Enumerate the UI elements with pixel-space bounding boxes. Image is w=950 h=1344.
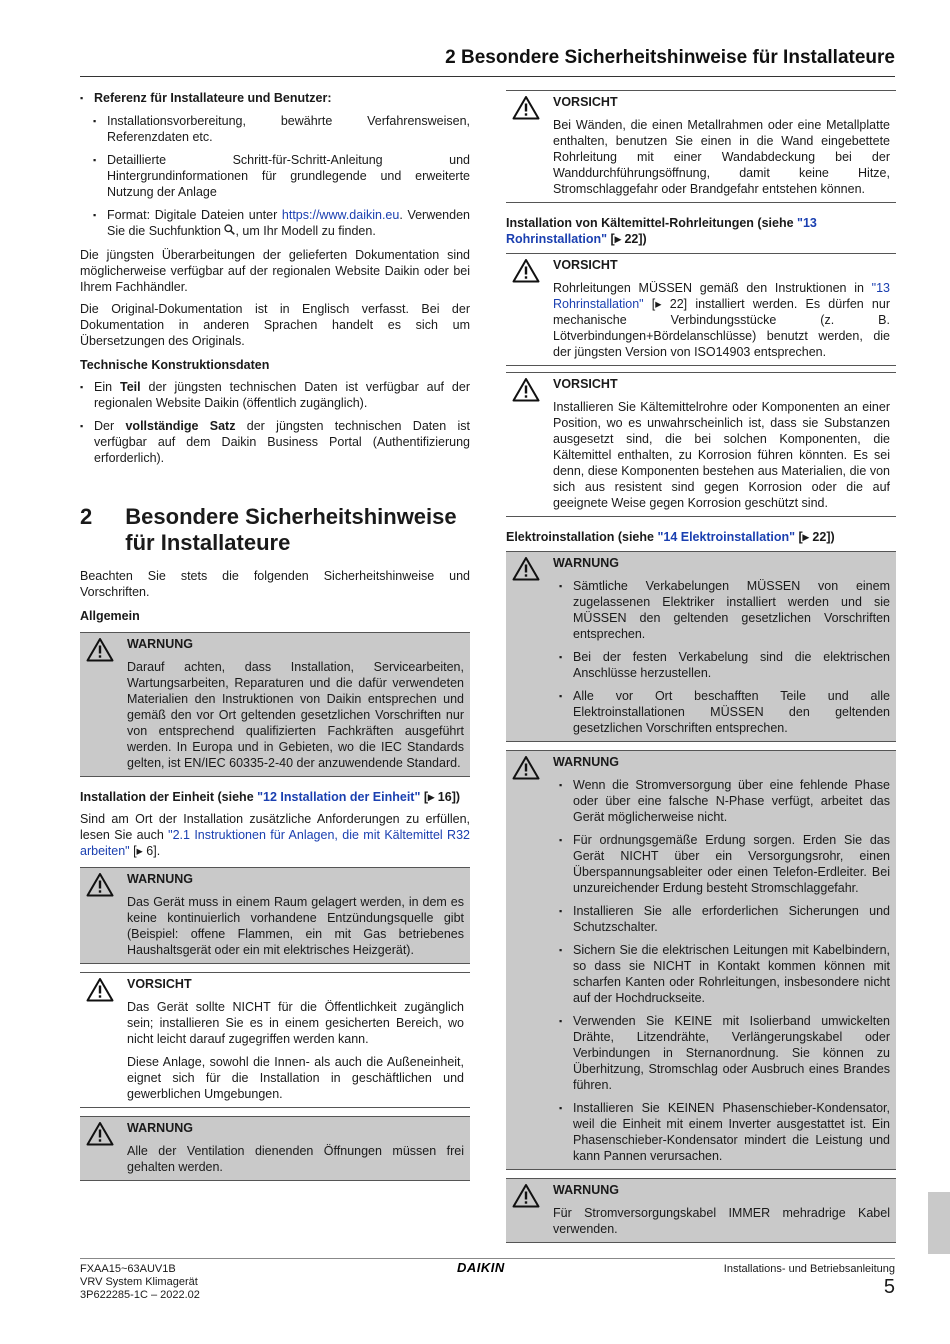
caution-text: Das Gerät sollte NICHT für die Öffentlichkeit zugänglich sein; installieren Sie es in einem gesicherten Bereich, wo nicht leicht darauf zugegriffen werden kann. <box>127 1000 464 1046</box>
warning-text: Alle der Ventilation dienenden Öffnungen müssen frei gehalten werden. <box>127 1144 464 1174</box>
warning-triangle-icon <box>80 973 127 1102</box>
ref-heading: ▪ Referenz für Installateure und Benutzer: <box>80 90 470 106</box>
warning-item: ▪ Installieren Sie alle erforderlichen Sicherungen und Schutzschalter. <box>553 903 890 935</box>
warning-triangle-icon <box>506 254 553 360</box>
warning-item: ▪ Sämtliche Verkabelungen MÜSSEN von einem zugelassenen Elektriker installiert werden und sie MÜSSEN den geltenden gesetzlichen Vorschriften entsprechen. <box>553 578 890 642</box>
allgemein-heading: Allgemein <box>80 609 140 623</box>
warning-title: WARNUNG <box>127 872 193 886</box>
warning-item: ▪ Alle vor Ort beschafften Teile und alle Elektroinstallationen MÜSSEN den geltenden gesetzlichen Vorschriften entsprechen. <box>553 688 890 736</box>
footer-model: FXAA15~63AUV1B <box>80 1263 176 1275</box>
caution-title: VORSICHT <box>553 258 618 272</box>
caution-box <box>80 972 470 1108</box>
ref-item: ▪ Detaillierte Schritt-für-Schritt-Anleitung und Hintergrundinformationen für grundlegende und erweiterte Nutzung der Anlage <box>80 152 470 200</box>
r32-instructions-link[interactable]: "2.1 Instruktionen für Anlagen, die mit Kältemittel R32 arbeiten" <box>80 828 470 858</box>
caution-title: VORSICHT <box>553 95 618 109</box>
format-prefix: Format: Digitale Dateien unter <box>107 208 282 222</box>
revision-paragraph: Die jüngsten Überarbeitungen der gelieferten Dokumentation sind möglicherweise verfügbar auf der regionalen Website Daikin oder bei Ihrem Fachhändler. <box>80 248 470 294</box>
format-suffix: . Verwenden Sie die Suchfunktion <box>107 208 470 238</box>
daikin-website-link[interactable]: https://www.daikin.eu <box>281 208 400 222</box>
pipe-heading: Installation von Kältemittel-Rohrleitungen (siehe "13 Rohrinstallation" [▸ 22]) <box>506 216 817 246</box>
warning-text: Für Stromversorgungskabel IMMER mehradrige Kabel verwenden. <box>553 1206 890 1236</box>
chapter-number: 2 <box>80 504 93 529</box>
caution-text: Diese Anlage, sowohl die Innen- als auch die Außeneinheit, eignet sich für die Installation in geschäftlichen und gewerblichen Umgebungen. <box>127 1055 464 1101</box>
warning-box <box>80 632 470 777</box>
warning-triangle-icon <box>80 868 127 958</box>
elec-chapter-link[interactable]: "14 Elektroinstallation" <box>657 530 796 544</box>
chapter-heading <box>80 504 470 556</box>
left-column <box>80 90 470 1181</box>
warning-item: ▪ Für ordnungsgemäße Erdung sorgen. Erden Sie das Gerät NICHT über ein Versorgungsrohr, einen Überspannungsableiter oder einen Telefon-Erdleiter. Bei unzureichender Erdung besteht Stromschlaggefahr. <box>553 832 890 896</box>
warning-title: WARNUNG <box>553 755 619 769</box>
caution-box <box>506 253 896 366</box>
warning-item: ▪ Sichern Sie die elektrischen Leitungen mit Kabelbindern, so dass sie NICHT in Kontakt kommen können mit scharfen Kanten oder Rohrleitungen, insbesondere nicht auf der Hochdruckseite. <box>553 942 890 1006</box>
tech-item: ▪ Der vollständige Satz der jüngsten technischen Daten ist verfügbar auf dem Daikin Business Portal (Authentifizierung erforderlich). <box>80 418 470 466</box>
caution-title: VORSICHT <box>127 977 192 991</box>
tech-data-heading: Technische Konstruktionsdaten <box>80 358 270 372</box>
warning-title: WARNUNG <box>127 1121 193 1135</box>
caution-text: Rohrleitungen MÜSSEN gemäß den Instruktionen in "13 Rohrinstallation" [▸ 22] installiert werden. Es dürfen nur mechanische Verbindungsstücke (z. B. Lötverbindungen+Bördelanschlüsse) benutzt werden, die der jüngsten Version von ISO14903 entsprechen. <box>553 281 890 359</box>
warning-text: Darauf achten, dass Installation, Servicearbeiten, Wartungsarbeiten, Reparaturen und die dafür verwendeten Materialien den Instruktionen von Daikin entsprechen und gemäß den vor Ort geltenden gesetzlichen Vorschriften nur von entsprechend qualifizierten Fachkräften ausgeführt werden. In Europa und in Gebieten, wo die IEC Standards gelten, ist EN/IEC 60335-2-40 der anzuwendende Standard. <box>127 660 464 770</box>
page-number: 5 <box>883 1276 895 1298</box>
pipe-chapter-link[interactable]: "13 Rohrinstallation" <box>553 281 890 311</box>
warning-triangle-icon <box>80 633 127 771</box>
warning-triangle-icon <box>506 552 553 736</box>
warning-triangle-icon <box>506 751 553 1164</box>
caution-title: VORSICHT <box>553 377 618 391</box>
caution-text: Installieren Sie Kältemittelrohre oder Komponenten an einer Position, wo es unwahrscheinlich ist, dass sie Substanzen ausgesetzt sind, die bei solchen Komponenten, die Kältemittel enthalten, zu Korrosion führen könnten. Es sei denn, diese Komponenten bestehen aus Materialien, die von sich aus resistent sind gegen Korrosion oder die auf geeignete Weise gegen Korrosion geschützt sind. <box>553 400 890 510</box>
installation-heading: Installation der Einheit (siehe "12 Installation der Einheit" [▸ 16]) <box>80 790 461 804</box>
header-rule <box>80 76 895 77</box>
footer-left <box>80 1263 200 1302</box>
warning-title: WARNUNG <box>553 556 619 570</box>
warning-item: ▪ Bei der festen Verkabelung sind die elektrischen Anschlüsse herzustellen. <box>553 649 890 681</box>
warning-item: ▪ Wenn die Stromversorgung über eine fehlende Phase oder über eine falsche N-Phase verfügt, arbeitet das Gerät möglicherweise nicht. <box>553 777 890 825</box>
warning-box <box>80 867 470 964</box>
ref-item-format <box>80 207 470 240</box>
warning-item: ▪ Verwenden Sie KEINE mit Isolierband umwickelten Drähte, Litzendrähte, Verlängerungskabel oder Verbindungen in Sternanordnung. Sie können zu Überhitzung, Stromschlag oder Ausbruch eines Brandes führen. <box>553 1013 890 1093</box>
chapter-tab-marker <box>928 1192 950 1254</box>
warning-triangle-icon <box>506 1179 553 1237</box>
warning-title: WARNUNG <box>127 637 193 651</box>
chapter-title: Besondere Sicherheitshinweise für Installateure <box>125 504 457 555</box>
footer-system: VRV System Klimagerät <box>80 1276 198 1288</box>
pipe-chapter-link[interactable]: "13 Rohrinstallation" <box>506 216 817 246</box>
footer-rule <box>80 1258 895 1259</box>
caution-box <box>506 372 896 517</box>
warning-text: Das Gerät muss in einem Raum gelagert werden, in dem es keine kontinuierlich vorhandene Entzündungsquelle gibt (Beispiel: offene Flammen, ein mit Gas betriebenes Haushaltsgerät oder ein mit elektrisches Heizgerät). <box>127 895 464 957</box>
right-column <box>506 90 896 1243</box>
daikin-logo: DAIKIN <box>457 1260 505 1275</box>
warning-item: ▪ Installieren Sie KEINEN Phasenschieber-Kondensator, weil die Einheit mit einem Inverter ausgestattet ist. Ein Phasenschieber-Kondensator mindert die Leistung und kann Pannen verursachen. <box>553 1100 890 1164</box>
chapter-intro: Beachten Sie stets die folgenden Sicherheitshinweise und Vorschriften. <box>80 569 470 599</box>
warning-box <box>506 1178 896 1243</box>
language-paragraph: Die Original-Dokumentation ist in Englisch verfasst. Bei der Dokumentation in anderen Sprachen handelt es sich um Übersetzungen des Originals. <box>80 302 470 348</box>
warning-box <box>80 1116 470 1181</box>
warning-box <box>506 750 896 1170</box>
warning-triangle-icon <box>506 373 553 511</box>
footer-doc-id: 3P622285-1C – 2022.02 <box>80 1289 200 1301</box>
installation-paragraph: Sind am Ort der Installation zusätzliche Anforderungen zu erfüllen, lesen Sie auch "2.1 Instruktionen für Anlagen, die mit Kältemittel R32 arbeiten" [▸ 6]. <box>80 812 470 858</box>
ref-item: ▪ Installationsvorbereitung, bewährte Verfahrensweisen, Referenzdaten etc. <box>80 113 470 145</box>
elec-heading: Elektroinstallation (siehe "14 Elektroinstallation" [▸ 22]) <box>506 530 835 544</box>
page-header-title: 2 Besondere Sicherheitshinweise für Installateure <box>445 47 895 68</box>
footer-manual-title: Installations- und Betriebsanleitung <box>723 1263 895 1275</box>
search-icon <box>224 224 235 240</box>
warning-triangle-icon <box>506 91 553 197</box>
warning-title: WARNUNG <box>553 1183 619 1197</box>
caution-text: Bei Wänden, die einen Metallrahmen oder eine Metallplatte enthalten, benutzen Sie einen in die Wand eingebettete Rohrleitung mit einer Wandabdeckung bei der Wanddurchführungsöffnung, damit keine Hitze, Stromschlaggefahr oder Brandgefahr entstehen können. <box>553 118 890 196</box>
warning-box <box>506 551 896 742</box>
tech-item: ▪ Ein Teil der jüngsten technischen Daten ist verfügbar auf der regionalen Website Daikin (öffentlich zugänglich). <box>80 379 470 411</box>
format-end: , um Ihr Modell zu finden. <box>235 224 376 238</box>
installation-chapter-link[interactable]: "12 Installation der Einheit" <box>257 790 421 804</box>
warning-triangle-icon <box>80 1117 127 1175</box>
caution-box <box>506 90 896 203</box>
